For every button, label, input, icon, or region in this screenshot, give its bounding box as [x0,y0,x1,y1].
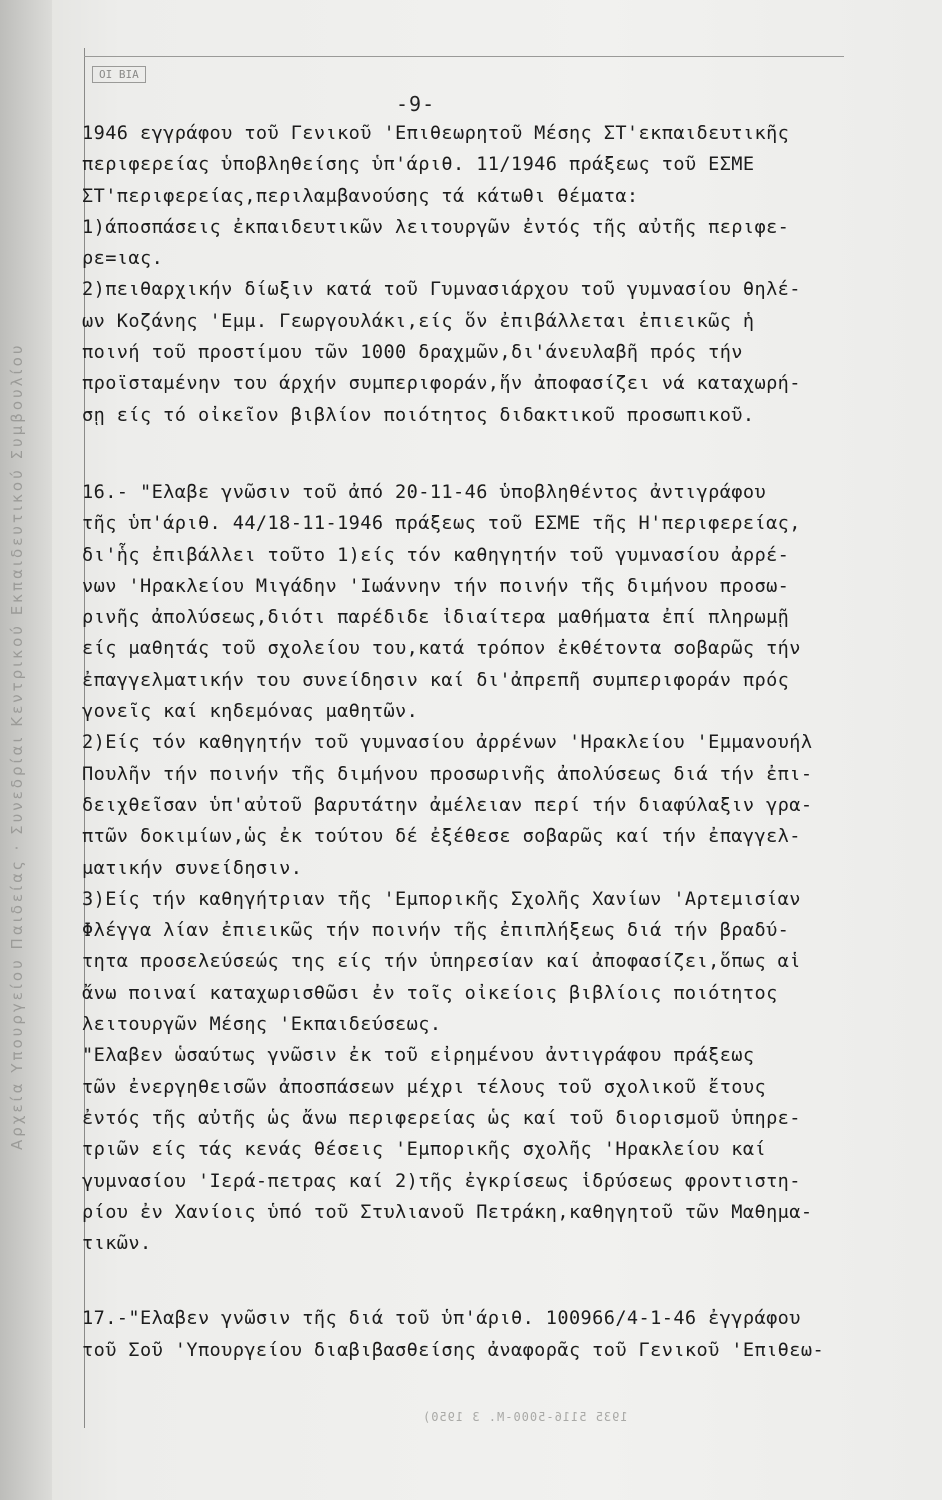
text-line: δι'ἧς ἐπιβάλλει τοῦτο 1)είς τόν καθηγητήν τοῦ γυμνασίου ἀρρέ- [82,544,790,566]
typed-text-body [82,118,912,1366]
text-line: νων 'Ηρακλείου Μιγάδην 'Ιωάννην τήν ποινήν τῆς διμήνου προσω- [82,575,790,597]
paragraph-a [82,118,912,431]
paragraph-c [82,1303,912,1366]
text-line: ματικήν συνείδησιν. [82,857,303,879]
text-line: ἐντός τῆς αὐτῆς ὡς ἄνω περιφερείας ὡς καί τοῦ διορισμοῦ ὑπηρε- [82,1107,801,1129]
paragraph-b [82,477,912,1259]
text-line: γυμνασίου 'Ιερά-πετρας καί 2)τῆς ἐγκρίσεως ἱδρύσεως φροντιστη- [82,1170,801,1192]
text-line: περιφερείας ὑποβληθείσης ὑπ'άριθ. 11/1946 πράξεως τοῦ ΕΣΜΕ [82,154,755,176]
text-line: 1946 εγγράφου τοῦ Γενικοῦ 'Επιθεωρητοῦ Μέσης ΣΤ'εκπαιδευτικῆς [82,123,790,144]
text-line: τητα προσελεύσεώς της είς τήν ὑπηρεσίαν καί ἀποφασίζει,ὅπως αἱ [82,951,801,973]
paragraph-gap [82,431,912,477]
text-line: 2)πειθαρχικήν δίωξιν κατά τοῦ Γυμνασιάρχου τοῦ γυμνασίου θηλέ- [82,279,801,301]
text-line: λειτουργῶν Μέσης 'Εκπαιδεύσεως. [82,1014,442,1036]
paragraph-gap [82,1259,912,1303]
text-line: δειχθεῖσαν ὑπ'αὐτοῦ βαρυτάτην ἀμέλειαν περί τήν διαφύλαξιν γρα- [82,794,813,816]
text-line: ων Κοζάνης 'Εμμ. Γεωργουλάκι,είς ὅν ἐπιβάλλεται ἐπιεικῶς ἡ [82,310,755,332]
text-line: τικῶν. [82,1233,152,1255]
text-line: τῶν ἐνεργηθεισῶν ἀποσπάσεων μέχρι τέλους τοῦ σχολικοῦ ἔτους [82,1076,767,1098]
text-line: Πουλῆν τήν ποινήν τῆς διμήνου προσωρινῆς ἀπολύσεως διά τήν ἐπι- [82,763,813,785]
text-line: ποινή τοῦ προστίμου τῶν 1000 δραχμῶν,δι'άνευλαβῆ πρός τήν [82,342,743,364]
text-line: 1)άποσπάσεις ἐκπαιδευτικῶν λειτουργῶν ἐντός τῆς αὐτῆς περιφε- [82,216,790,238]
text-line: Φλέγγα λίαν ἐπιεικῶς τήν ποινήν τῆς ἐπιπλήξεως διά τήν βραδύ- [82,920,790,942]
spine-text: Αρχεία Υπουργείου Παιδείας · Συνεδρίαι Κεντρικού Εκπαιδευτικού Συμβουλίου [8,342,26,1150]
text-line: είς μαθητάς τοῦ σχολείου του,κατά τρόπον ἐκθέτοντα σοβαρῶς τήν [82,638,801,660]
text-line: σῃ είς τό οἰκεῖον βιβλίον ποιότητος διδακτικοῦ προσωπικοῦ. [82,404,755,426]
top-rule [84,56,844,57]
text-line: ρινῆς ἀπολύσεως,διότι παρέδιδε ἰδιαίτερα μαθήματα ἐπί πληρωμῇ [82,607,790,629]
text-line: ΣΤ'περιφερείας,περιλαμβανούσης τά κάτωθι θέματα: [82,185,639,207]
text-line: ἄνω ποιναί καταχωρισθῶσι ἐν τοῖς οἰκείοις βιβλίοις ποιότητος [82,982,778,1004]
text-line: 16.- "Ελαβε γνῶσιν τοῦ ἀπό 20-11-46 ὑποβληθέντος ἀντιγράφου [82,481,767,503]
text-line: "Ελαβεν ὡσαύτως γνῶσιν ἐκ τοῦ εἰρημένου ἀντιγράφου πράξεως [82,1045,755,1067]
text-line: τοῦ Σοῦ 'Υπουργείου διαβιβασθείσης ἀναφορᾶς τοῦ Γενικοῦ 'Επιθεω- [82,1339,825,1361]
text-line: 3)Είς τήν καθηγήτριαν τῆς 'Εμπορικῆς Σχολῆς Χανίων 'Αρτεμισίαν [82,888,801,910]
corner-stamp: ΟΙ ΒΙΑ [92,66,146,83]
text-line: ρε=ιας. [82,248,164,270]
text-line: 17.-"Ελαβεν γνῶσιν τῆς διά τοῦ ὑπ'άριθ. 100966/4-1-46 ἐγγράφου [82,1308,801,1330]
text-line: ἐπαγγελματικήν του συνείδησιν καί δι'ἀπρεπῆ συμπεριφοράν πρός [82,669,790,691]
text-line: ρίου ἐν Χανίοις ὑπό τοῦ Στυλιανοῦ Πετράκη,καθηγητοῦ τῶν Μαθημα- [82,1201,813,1223]
text-line: προϊσταμένην του άρχήν συμπεριφοράν,ἥν ἀποφασίζει νά καταχωρή- [82,373,801,395]
text-line: τριῶν είς τάς κενάς θέσεις 'Εμπορικῆς σχολῆς 'Ηρακλείου καί [82,1139,767,1161]
text-line: γονεῖς καί κηδεμόνας μαθητῶν. [82,701,419,723]
footer-print-code: 1935 5116-5000-M. 3 1950) [422,1410,628,1424]
text-line: πτῶν δοκιμίων,ὡς ἐκ τούτου δέ ἐξέθεσε σοβαρῶς καί τήν ἐπαγγελ- [82,826,801,848]
binding-strip [0,0,52,1500]
text-line: τῆς ὑπ'άριθ. 44/18-11-1946 πράξεως τοῦ ΕΣΜΕ τῆς Η'περιφερείας, [82,513,801,535]
text-line: 2)Είς τόν καθηγητήν τοῦ γυμνασίου ἀρρένων 'Ηρακλείου 'Εμμανουήλ [82,732,813,754]
page-number: -9- [396,92,436,116]
